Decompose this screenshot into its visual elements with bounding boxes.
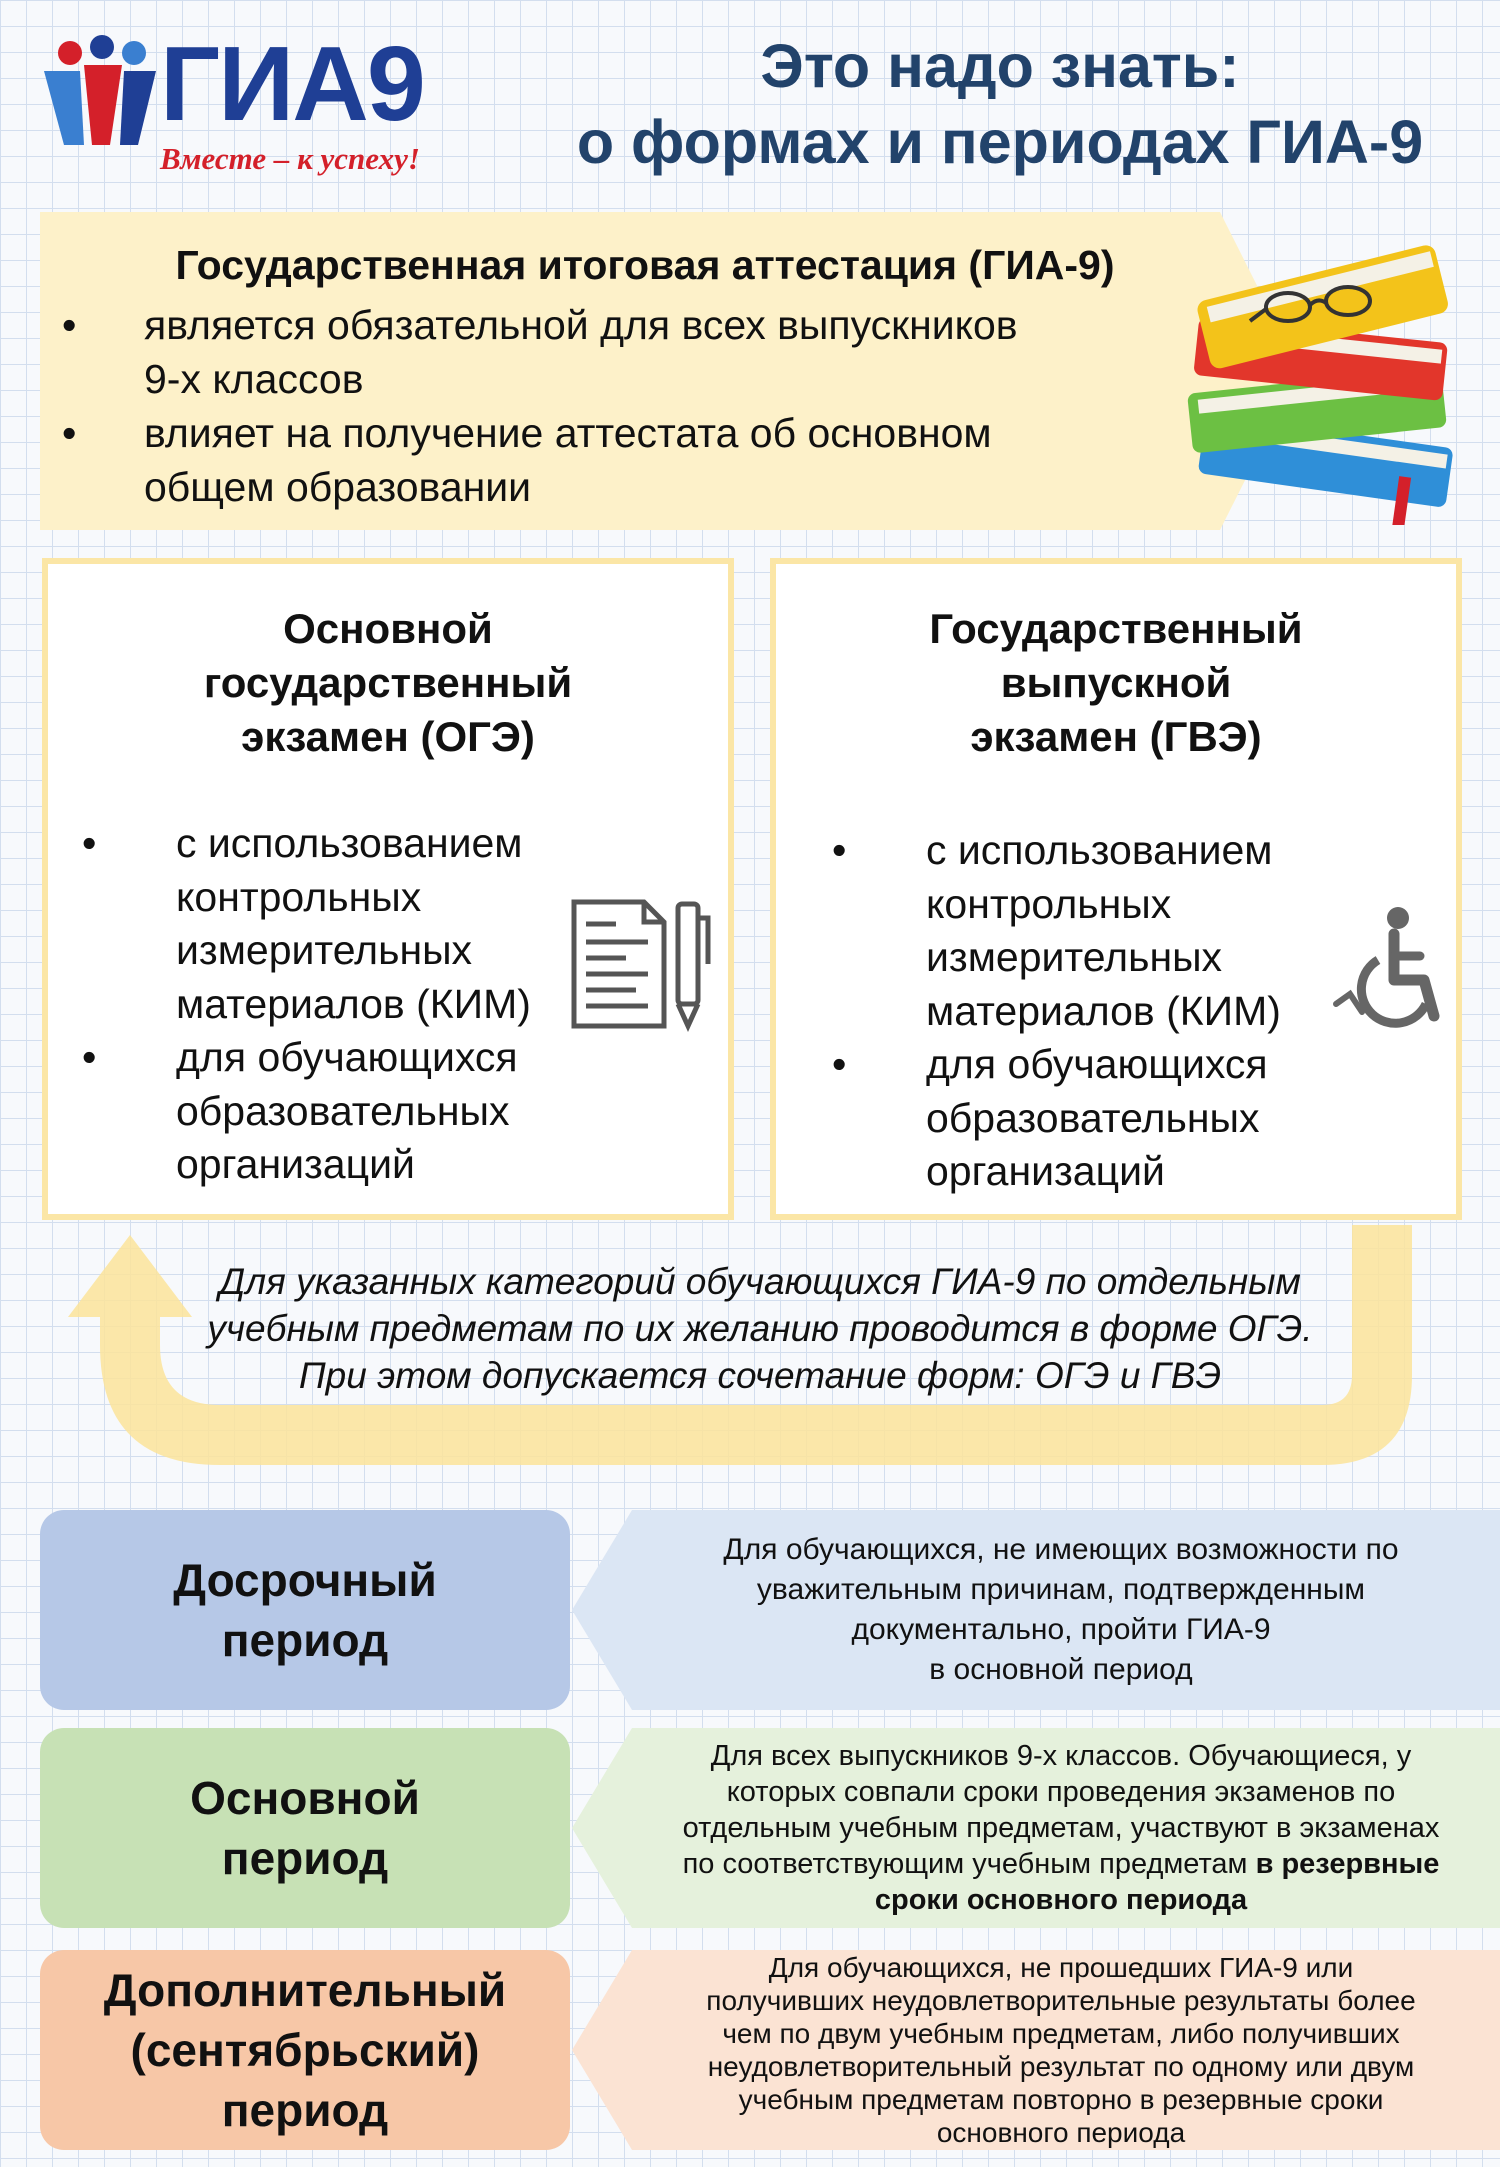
gve-title: Государственный выпускной экзамен (ГВЭ)	[929, 605, 1303, 760]
period-early-description	[572, 1510, 1500, 1710]
period-early-text: Для обучающихся, не имеющих возможности по уважительным причинам, подтвержденным документально, пройти ГИА-9 в основной период	[723, 1533, 1399, 1686]
document-pen-icon	[566, 894, 716, 1034]
wheelchair-icon	[1328, 904, 1448, 1034]
gia-list	[62, 298, 1018, 514]
period-early-name: Досрочный период	[173, 1554, 437, 1666]
oge-title: Основной государственный экзамен (ОГЭ)	[203, 605, 573, 760]
gia-list-item: • влияет на получение аттестата об основном общем образовании	[62, 406, 1018, 514]
logo-figures-icon	[40, 35, 160, 155]
period-additional-text: Для обучающихся, не прошедших ГИА-9 или получивших неудовлетворительные результаты более чем по двум учебным предметам, либо получивших неудовлетворительный результат по одному или двум учебным предметам повторно в резервные сроки основного периода	[706, 1952, 1416, 2148]
books-stack-icon	[1170, 225, 1480, 525]
oge-list	[82, 817, 531, 1192]
gve-list-item: • для обучающихся образовательных организаций	[832, 1038, 1281, 1199]
page-title-line-1: Это надо знать:	[760, 32, 1240, 100]
period-main	[40, 1728, 570, 1928]
gia-title: Государственная итоговая аттестация (ГИА-9)	[175, 242, 1115, 288]
logo-slogan: Вместе – к успеху!	[160, 141, 420, 176]
gia9-logo	[40, 25, 480, 185]
oge-list-item: • с использованием контрольных измерительных материалов (КИМ)	[82, 817, 531, 1031]
gia-banner	[40, 212, 1300, 530]
period-main-text: Для всех выпускников 9-х классов. Обучающиеся, у которых совпали сроки проведения экзаменов по отдельным учебным предметам, участвуют в экзаменах по соответствующим учебным предметам в резервные сроки основного периода	[682, 1740, 1440, 1916]
period-main-description	[572, 1728, 1500, 1928]
gve-list-item: • с использованием контрольных измерительных материалов (КИМ)	[832, 824, 1281, 1038]
oge-list-item: • для обучающихся образовательных организаций	[82, 1031, 531, 1192]
gve-list	[832, 824, 1281, 1199]
gia-list-item: • является обязательной для всех выпускников 9-х классов	[62, 298, 1018, 406]
note-text: Для указанных категорий обучающихся ГИА-9 по отдельным учебным предметам по их желанию проводится в форме ОГЭ. При этом допускается сочетание форм: ОГЭ и ГВЭ	[207, 1261, 1313, 1396]
period-early	[40, 1510, 570, 1710]
period-additional-description	[572, 1950, 1500, 2150]
logo-text: ГИА9	[160, 25, 424, 143]
oge-card	[42, 558, 734, 1220]
period-additional-name: Дополнительный (сентябрьский) период	[103, 1964, 507, 2136]
period-additional	[40, 1950, 570, 2150]
page-title	[520, 28, 1480, 180]
period-main-name: Основной период	[190, 1772, 420, 1884]
page-title-line-2: о формах и периодах ГИА-9	[576, 108, 1424, 176]
gve-card	[770, 558, 1462, 1220]
